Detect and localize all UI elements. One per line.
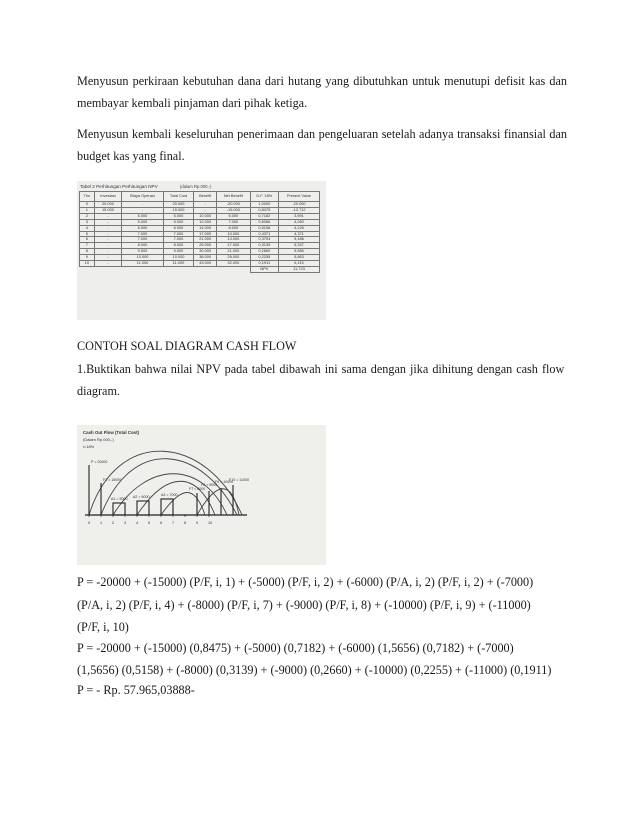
npv-empty-cell — [217, 266, 251, 272]
npv-cell: 21.000 — [217, 249, 251, 255]
npv-cell: - — [122, 202, 163, 208]
npv-value: 11,723 — [278, 266, 319, 272]
axis-tick-label: 10 — [208, 521, 213, 525]
npv-cell: 26.000 — [217, 255, 251, 261]
npv-cell: - — [94, 219, 122, 225]
npv-cell: 20.000 — [163, 202, 194, 208]
npv-cell: 2 — [80, 213, 95, 219]
npv-cell: 9.000 — [122, 249, 163, 255]
npv-cell: 10 — [80, 261, 95, 267]
npv-cell: - — [94, 213, 122, 219]
npv-cell: 0,8475 — [250, 207, 278, 213]
paragraph-final-budget: Menyusun kembali keseluruhan penerimaan dan pengeluaran setelah adanya transaksi finansial dan budget kas yang final. — [77, 127, 567, 163]
npv-cell: 7.000 — [163, 237, 194, 243]
npv-cell: 7.000 — [122, 237, 163, 243]
npv-cell: 21.000 — [194, 237, 217, 243]
equation-line-5: (1,5656) (0,5158) + (-8000) (0,3139) + (-9000) (0,2660) + (-10000) (0,2255) + (-11000) (0,1911) — [77, 663, 552, 677]
npv-cell: 32.000 — [217, 261, 251, 267]
npv-cell: 5.000 — [163, 213, 194, 219]
npv-table — [79, 191, 320, 273]
label-a1: A1 = 5000 — [111, 497, 128, 501]
npv-cell: 10.000 — [194, 213, 217, 219]
npv-header-cell: Biaya Operasi — [122, 192, 163, 202]
npv-cell: 5.000 — [122, 219, 163, 225]
npv-cell: 14.000 — [194, 225, 217, 231]
npv-cell: - — [94, 243, 122, 249]
npv-cell: 0,2660 — [250, 249, 278, 255]
npv-cell: 25.000 — [194, 243, 217, 249]
axis-tick-label: 5 — [148, 521, 151, 525]
npv-cell: - — [94, 255, 122, 261]
axis-tick-label: 6 — [160, 521, 163, 525]
npv-cell: 20.000 — [94, 202, 122, 208]
npv-cell: 5.000 — [163, 219, 194, 225]
label-f10: F10 = 11000 — [229, 478, 250, 482]
npv-cell: 11.000 — [122, 261, 163, 267]
section-title: CONTOH SOAL DIAGRAM CASH FLOW — [77, 339, 297, 353]
label-p: P = 20000 — [91, 460, 108, 464]
npv-cell: 4 — [80, 225, 95, 231]
npv-cell: 4,126 — [278, 225, 319, 231]
npv-empty-cell — [194, 266, 217, 272]
npv-cell: 9.000 — [163, 249, 194, 255]
axis-tick-label: 9 — [196, 521, 199, 525]
npv-cell: 8.000 — [122, 243, 163, 249]
npv-cell: 0,1911 — [250, 261, 278, 267]
npv-cell: 0,3704 — [250, 237, 278, 243]
npv-header-cell: Benefit — [194, 192, 217, 202]
npv-empty-cell — [80, 266, 95, 272]
npv-cell: - — [194, 202, 217, 208]
npv-cell: 8.000 — [217, 225, 251, 231]
npv-cell: 6 — [80, 237, 95, 243]
npv-header-cell: Investasi — [94, 192, 122, 202]
npv-cell: 0,7182 — [250, 213, 278, 219]
npv-table-title: Tabel 2 Perhitungan Perhitungan NPV — [80, 184, 158, 189]
npv-cell: 6,115 — [278, 261, 319, 267]
npv-cell: -20.000 — [278, 202, 319, 208]
npv-cell: - — [94, 231, 122, 237]
npv-header-cell: Total Cost — [163, 192, 194, 202]
npv-cell: - — [94, 237, 122, 243]
axis-tick-label: 0 — [88, 521, 91, 525]
npv-cell: 10.000 — [217, 231, 251, 237]
equation-line-4: P = -20000 + (-15000) (0,8475) + (-5000) (0,7182) + (-6000) (1,5656) (0,7182) + (-7000) — [77, 641, 514, 655]
npv-cell: 8.000 — [163, 243, 194, 249]
npv-empty-cell — [163, 266, 194, 272]
npv-cell: 3 — [80, 219, 95, 225]
npv-cell: - — [122, 207, 163, 213]
equation-line-3: (P/F, i, 10) — [77, 620, 129, 634]
npv-table-unit: (dalam Rp.000,-) — [180, 184, 212, 189]
npv-cell: 17.000 — [217, 243, 251, 249]
npv-cell: 15.000 — [94, 207, 122, 213]
axis-tick-label: 7 — [172, 521, 175, 525]
npv-table-header-row — [80, 192, 320, 202]
npv-table-image — [77, 181, 326, 320]
npv-cell: 0,4371 — [250, 231, 278, 237]
bar-years-2-3 — [113, 503, 125, 515]
npv-cell: 7.000 — [122, 231, 163, 237]
npv-cell: - — [194, 207, 217, 213]
axis-tick-label: 4 — [136, 521, 139, 525]
label-f9: F9 = 10000 — [215, 480, 234, 484]
npv-cell: - — [94, 249, 122, 255]
npv-cell: -20.000 — [217, 202, 251, 208]
npv-cell: 0,6086 — [250, 219, 278, 225]
npv-cell: 9 — [80, 255, 95, 261]
equation-line-6: P = - Rp. 57.965,03888- — [77, 683, 195, 697]
npv-cell: 10.000 — [163, 255, 194, 261]
label-f1: F1 = 15000 — [103, 478, 122, 482]
npv-cell: 5,586 — [278, 249, 319, 255]
npv-label: NPV — [250, 266, 278, 272]
npv-cell: 1,0000 — [250, 202, 278, 208]
cashflow-diagram-image — [77, 425, 326, 565]
npv-cell: 6.000 — [163, 225, 194, 231]
cashflow-unit: (Dalam Rp.000,-) — [83, 437, 114, 442]
npv-empty-cell — [94, 266, 122, 272]
npv-cell: -12,712 — [278, 207, 319, 213]
npv-cell: 3,591 — [278, 213, 319, 219]
npv-cell: 0,2255 — [250, 255, 278, 261]
npv-total-row — [80, 266, 320, 272]
npv-header-cell: D.F. 18% — [250, 192, 278, 202]
npv-cell: 5.000 — [217, 213, 251, 219]
npv-cell: 5,337 — [278, 243, 319, 249]
label-f8: F8 = 9000 — [201, 483, 218, 487]
npv-cell: 0 — [80, 202, 95, 208]
npv-cell: 4,371 — [278, 231, 319, 237]
npv-cell: 6.000 — [122, 225, 163, 231]
label-a2: A2 = 6000 — [133, 495, 150, 499]
npv-cell: 8 — [80, 249, 95, 255]
npv-cell: -15.000 — [217, 207, 251, 213]
npv-cell: 5,186 — [278, 237, 319, 243]
equation-line-2: (P/A, i, 2) (P/F, i, 4) + (-8000) (P/F, i, 7) + (-9000) (P/F, i, 8) + (-10000) (P/F, i, 9) + (-11000) — [77, 598, 531, 612]
question-text: 1.Buktikan bahwa nilai NPV pada tabel dibawah ini sama dengan jika dihitung dengan cash flow diagram. — [77, 362, 565, 398]
npv-cell: 4,260 — [278, 219, 319, 225]
axis-ticks — [88, 514, 212, 525]
npv-cell: 5.000 — [122, 213, 163, 219]
cashflow-rate: i=18% — [83, 444, 95, 449]
axis-tick-label: 8 — [184, 521, 187, 525]
npv-cell: 0,3139 — [250, 243, 278, 249]
cashflow-diagram — [77, 425, 326, 565]
npv-cell: 7.000 — [217, 219, 251, 225]
npv-cell: 17.000 — [194, 231, 217, 237]
npv-cell: - — [94, 261, 122, 267]
label-f7: F7 = 8000 — [189, 487, 206, 491]
axis-tick-label: 2 — [112, 521, 115, 525]
axis-tick-label: 3 — [124, 521, 127, 525]
npv-cell: 15.000 — [163, 207, 194, 213]
npv-header-cell: Present Value — [278, 192, 319, 202]
npv-cell: 30.000 — [194, 249, 217, 255]
npv-header-cell: Net Benefit — [217, 192, 251, 202]
npv-cell: 5 — [80, 231, 95, 237]
label-a3: A3 = 7000 — [161, 493, 178, 497]
npv-cell: 43.000 — [194, 261, 217, 267]
npv-cell: 7 — [80, 243, 95, 249]
npv-cell: 36.000 — [194, 255, 217, 261]
npv-cell: 14.000 — [217, 237, 251, 243]
npv-cell: 0,5158 — [250, 225, 278, 231]
cashflow-title: Cash Out Flow (Total Cost) — [83, 430, 140, 435]
npv-cell: 7.000 — [163, 231, 194, 237]
npv-cell: 10.000 — [122, 255, 163, 261]
npv-empty-cell — [122, 266, 163, 272]
npv-cell: 1 — [80, 207, 95, 213]
npv-cell: 5,863 — [278, 255, 319, 261]
npv-cell: 11.000 — [163, 261, 194, 267]
npv-header-cell: Thn — [80, 192, 95, 202]
npv-cell: - — [94, 225, 122, 231]
equation-line-1: P = -20000 + (-15000) (P/F, i, 1) + (-5000) (P/F, i, 2) + (-6000) (P/A, i, 2) (P/F, i, 2) + (-7000) — [77, 575, 534, 589]
paragraph-debt-planning: Menyusun perkiraan kebutuhan dana dari hutang yang dibutuhkan untuk menutupi defisit kas dan membayar kembali pinjaman dari pihak ketiga. — [77, 74, 567, 110]
npv-cell: 12.000 — [194, 219, 217, 225]
axis-tick-label: 1 — [100, 521, 103, 525]
